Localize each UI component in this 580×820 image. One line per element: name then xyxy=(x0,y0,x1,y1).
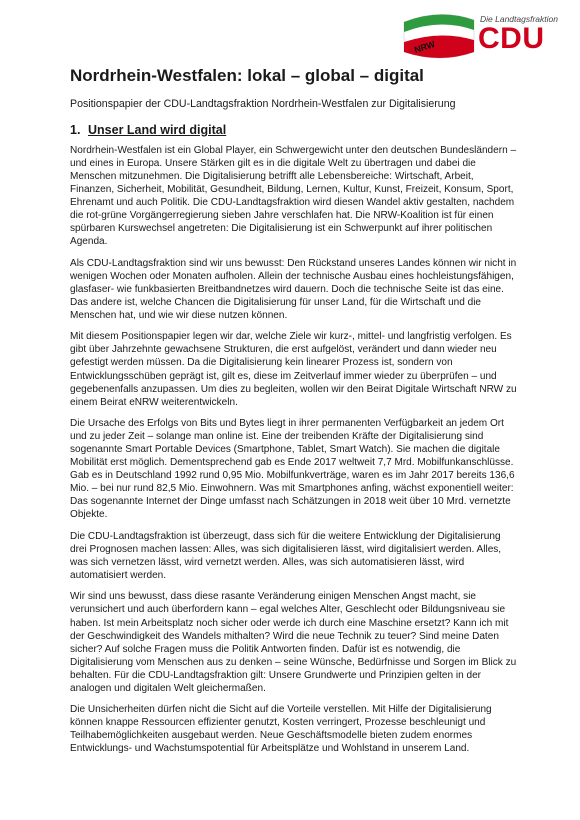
paragraph: Die Ursache des Erfolgs von Bits und Bytes liegt in ihrer permanenten Verfügbarkeit an jedem Ort und zu jeder Zeit – solange man online ist. Eine der treibenden Kräfte der Digitalisierung sind sogenannte Smart Portable Devices (Smartphone, Tablet, Smart Watch). Sie machen die digitale Mobilität erst möglich. Dementsprechend gab es Ende 2017 weltweit 7,7 Mrd. Mobilfunkanschlüsse. Gab es in Deutschland 1992 rund 0,95 Mio. Mobilfunkverträge, waren es im Jahr 2017 bereits 136,6 Mio. – bei nur rund 82,5 Mio. Einwohnern. Was mit Smartphones anfing, wächst exponentiell weiter: Das sogenannte Internet der Dinge umfasst nach Schätzungen in 2018 weit über 10 Mrd. vernetzte Objekte. xyxy=(70,418,515,521)
logo-badge: NRW xyxy=(412,38,437,56)
paragraph: Die Unsicherheiten dürfen nicht die Sicht auf die Vorteile verstellen. Mit Hilfe der Digitalisierung können knappe Ressourcen effizienter genutzt, Kosten verringert, Prozesse beschleunigt und Teilhabemöglichkeiten ausgebaut werden. Neue Geschäftsmodelle bieten zudem enormes Entwicklungs- und Wachstumspotential für Arbeitsplätze und Wohlstand in unserem Land. xyxy=(70,704,492,755)
cdu-fraktion-logo xyxy=(400,12,558,66)
document-subtitle: Positionspapier der CDU-Landtagsfraktion Nordrhein-Westfalen zur Digitalisierung xyxy=(70,98,456,110)
section-heading xyxy=(70,123,520,138)
paragraph: Wir sind uns bewusst, dass diese rasante Veränderung einigen Menschen Angst macht, sie verunsichert und auch überfordern kann – egal welches Alter, Geschlecht oder Bildungsniveau sie haben. Ist mein Arbeitsplatz noch sicher oder werde ich durch eine Maschine ersetzt? Kann ich mit der Geschwindigkeit des Wandels mithalten? Wird die neue Technik zu teuer? Sind meine Daten sicher? Auf solche Fragen muss die Politik Antworten finden. Dafür ist es notwendig, die Digitalisierung vom Menschen aus zu denken – seine Wünsche, Bedürfnisse und Sorgen im Blick zu behalten. Für die CDU-Landtagsfraktion gilt: Unsere Grundwerte und Prinzipien gelten in der analogen und digitalen Welt gleichermaßen. xyxy=(70,591,517,694)
document-title: Nordrhein-Westfalen: lokal – global – digital xyxy=(70,66,424,85)
paragraph: Mit diesem Positionspapier legen wir dar, welche Ziele wir kurz-, mittel- und langfristig verfolgen. Es gibt über Jahrzehnte gewachsene Strukturen, die erst aufgelöst, verändert und dann wieder neu gefestigt werden müssen. Da die Digitalisierung kein linearer Prozess ist, sondern von Entwicklungsschüben geprägt ist, gilt es, diese im Zeitverlauf immer wieder zu überprüfen – und gegebenenfalls anzupassen. Um dies zu begleiten, wollen wir den Beirat Digitale Wirtschaft NRW zu einem Beirat eNRW weiterentwickeln. xyxy=(70,331,517,408)
section-number: 1. xyxy=(70,123,81,137)
section-title: Unser Land wird digital xyxy=(88,123,227,137)
paragraph: Als CDU-Landtagsfraktion sind wir uns bewusst: Den Rückstand unseres Landes können wir nicht in wenigen Wochen oder Monaten aufholen. Allein der technische Ausbau eines hochleistungsfähigen, glasfaser- wie funkbasierten Breitbandnetzes wird dauern. Doch die technische Seite ist das eine. Das andere ist, welche Chancen die Digitalisierung für unser Land, für die Wirtschaft und die Menschen hat, und wie wir diese nutzen können. xyxy=(70,257,517,321)
document-body xyxy=(70,66,520,764)
paragraph: Die CDU-Landtagsfraktion ist überzeugt, dass sich für die weitere Entwicklung der Digitalisierung drei Prognosen machen lassen: Alles, was sich digitalisieren lässt, wird digitalisiert werden. Alles, was sich vernetzen lässt, wird vernetzt werden. Alles, was sich automatisieren lässt, wird automatisiert werden. xyxy=(70,530,502,581)
logo-wordmark: CDU xyxy=(478,22,545,55)
logo-caption: Die Landtagsfraktion xyxy=(480,14,558,24)
paragraph: Nordrhein-Westfalen ist ein Global Player, ein Schwergewicht unter den deutschen Bundesländern – und eines in Europa. Unsere Stärken gilt es in die digitale Welt zu übertragen und dabei die Menschen mitzunehmen. Die Digitalisierung betrifft alle Lebensbereiche: Wirtschaft, Arbeit, Finanzen, Sicherheit, Mobilität, Gesundheit, Bildung, Lernen, Kultur, Kunst, Freizeit, Konsum, Sport, Ehrenamt und auch Politik. Die CDU-Landtagsfraktion wird diesen Wandel aktiv gestalten, nachdem die rot-grüne Vorgängerregierung sieben Jahre verschlafen hat. Die NRW-Koalition ist für einen spürbaren Kurswechsel angetreten: Die Digitalisierung ist ein Schwerpunkt auf ihrer politischen Agenda. xyxy=(70,145,517,248)
